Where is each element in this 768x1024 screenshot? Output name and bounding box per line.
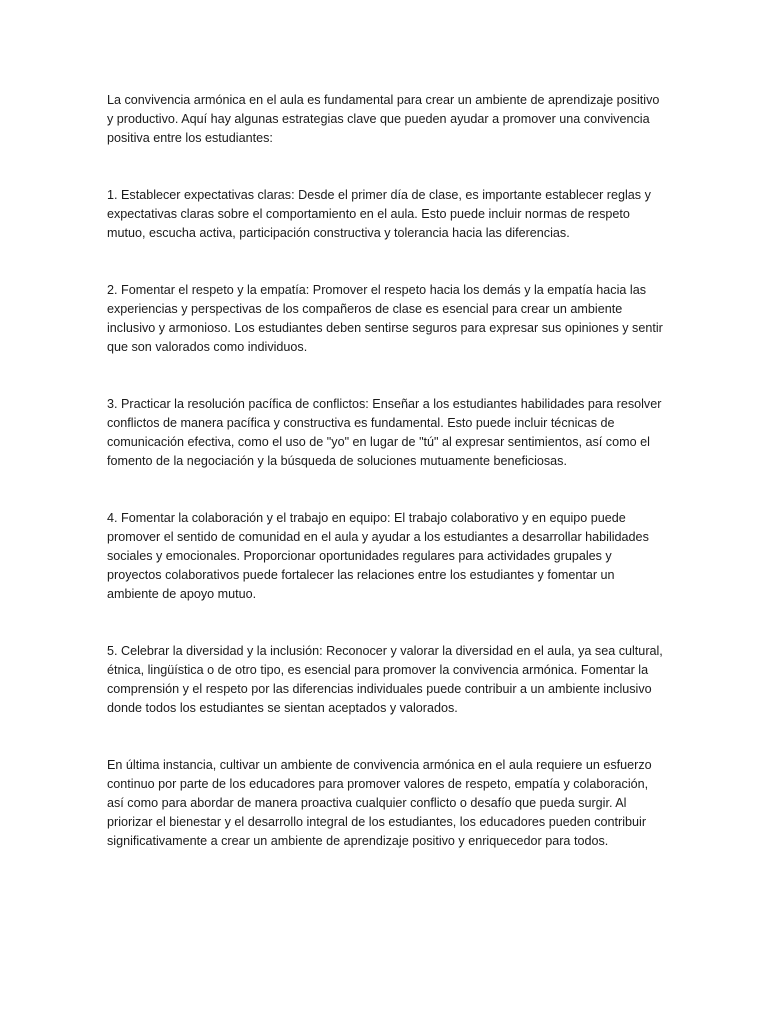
- text-line: así como para abordar de manera proactiva cualquier conflicto o desafío que pueda surgir. Al: [107, 796, 627, 810]
- text-line: comunicación efectiva, como el uso de "yo" en lugar de "tú" al expresar sentimientos, así como el: [107, 435, 650, 449]
- paragraph-gap: [107, 718, 677, 756]
- strategy-item-1: [107, 186, 677, 243]
- text-line: proyectos colaborativos puede fortalecer las relaciones entre los estudiantes y fomentar un: [107, 568, 615, 582]
- text-line: 1. Establecer expectativas claras: Desde el primer día de clase, es importante establecer reglas y: [107, 188, 651, 202]
- text-line: 5. Celebrar la diversidad y la inclusión: Reconocer y valorar la diversidad en el aula, ya sea cultural,: [107, 644, 663, 658]
- text-line: La convivencia armónica en el aula es fundamental para crear un ambiente de aprendizaje positivo: [107, 93, 660, 107]
- text-line: ambiente de apoyo mutuo.: [107, 587, 257, 601]
- document-body: [107, 91, 677, 851]
- paragraph-gap: [107, 604, 677, 642]
- text-line: 4. Fomentar la colaboración y el trabajo en equipo: El trabajo colaborativo y en equipo puede: [107, 511, 626, 525]
- paragraph-gap: [107, 357, 677, 395]
- strategy-item-3: [107, 395, 677, 471]
- text-line: continuo por parte de los educadores para promover valores de respeto, empatía y colaboración,: [107, 777, 649, 791]
- text-line: priorizar el bienestar y el desarrollo integral de los estudiantes, los educadores pueden contribuir: [107, 815, 647, 829]
- text-line: 2. Fomentar el respeto y la empatía: Promover el respeto hacia los demás y la empatía hacia las: [107, 283, 646, 297]
- text-line: fomento de la negociación y la búsqueda de soluciones mutuamente beneficiosas.: [107, 454, 567, 468]
- text-line: conflictos de manera pacífica y constructiva es fundamental. Esto puede incluir técnicas de: [107, 416, 615, 430]
- text-line: expectativas claras sobre el comportamiento en el aula. Esto puede incluir normas de respeto: [107, 207, 630, 221]
- intro-paragraph: [107, 91, 677, 148]
- text-line: experiencias y perspectivas de los compañeros de clase es esencial para crear un ambiente: [107, 302, 623, 316]
- strategy-item-5: [107, 642, 677, 718]
- text-line: En última instancia, cultivar un ambiente de convivencia armónica en el aula requiere un esfuerzo: [107, 758, 652, 772]
- text-line: positiva entre los estudiantes:: [107, 131, 273, 145]
- text-line: que son valorados como individuos.: [107, 340, 308, 354]
- strategy-item-4: [107, 509, 677, 604]
- text-line: sociales y emocionales. Proporcionar oportunidades regulares para actividades grupales y: [107, 549, 612, 563]
- text-line: 3. Practicar la resolución pacífica de conflictos: Enseñar a los estudiantes habilidades para resolver: [107, 397, 662, 411]
- text-line: donde todos los estudiantes se sientan aceptados y valorados.: [107, 701, 458, 715]
- paragraph-gap: [107, 471, 677, 509]
- text-line: étnica, lingüística o de otro tipo, es esencial para promover la convivencia armónica. Fomentar la: [107, 663, 649, 677]
- text-line: significativamente a crear un ambiente de aprendizaje positivo y enriquecedor para todos.: [107, 834, 609, 848]
- paragraph-gap: [107, 243, 677, 281]
- text-line: promover el sentido de comunidad en el aula y ayudar a los estudiantes a desarrollar habilidades: [107, 530, 649, 544]
- text-line: mutuo, escucha activa, participación constructiva y tolerancia hacia las diferencias.: [107, 226, 570, 240]
- strategy-item-2: [107, 281, 677, 357]
- paragraph-gap: [107, 148, 677, 186]
- text-line: comprensión y el respeto por las diferencias individuales puede contribuir a un ambiente inclusivo: [107, 682, 652, 696]
- conclusion-paragraph: [107, 756, 677, 851]
- text-line: inclusivo y armonioso. Los estudiantes deben sentirse seguros para expresar sus opiniones y sentir: [107, 321, 663, 335]
- text-line: y productivo. Aquí hay algunas estrategias clave que pueden ayudar a promover una convivencia: [107, 112, 650, 126]
